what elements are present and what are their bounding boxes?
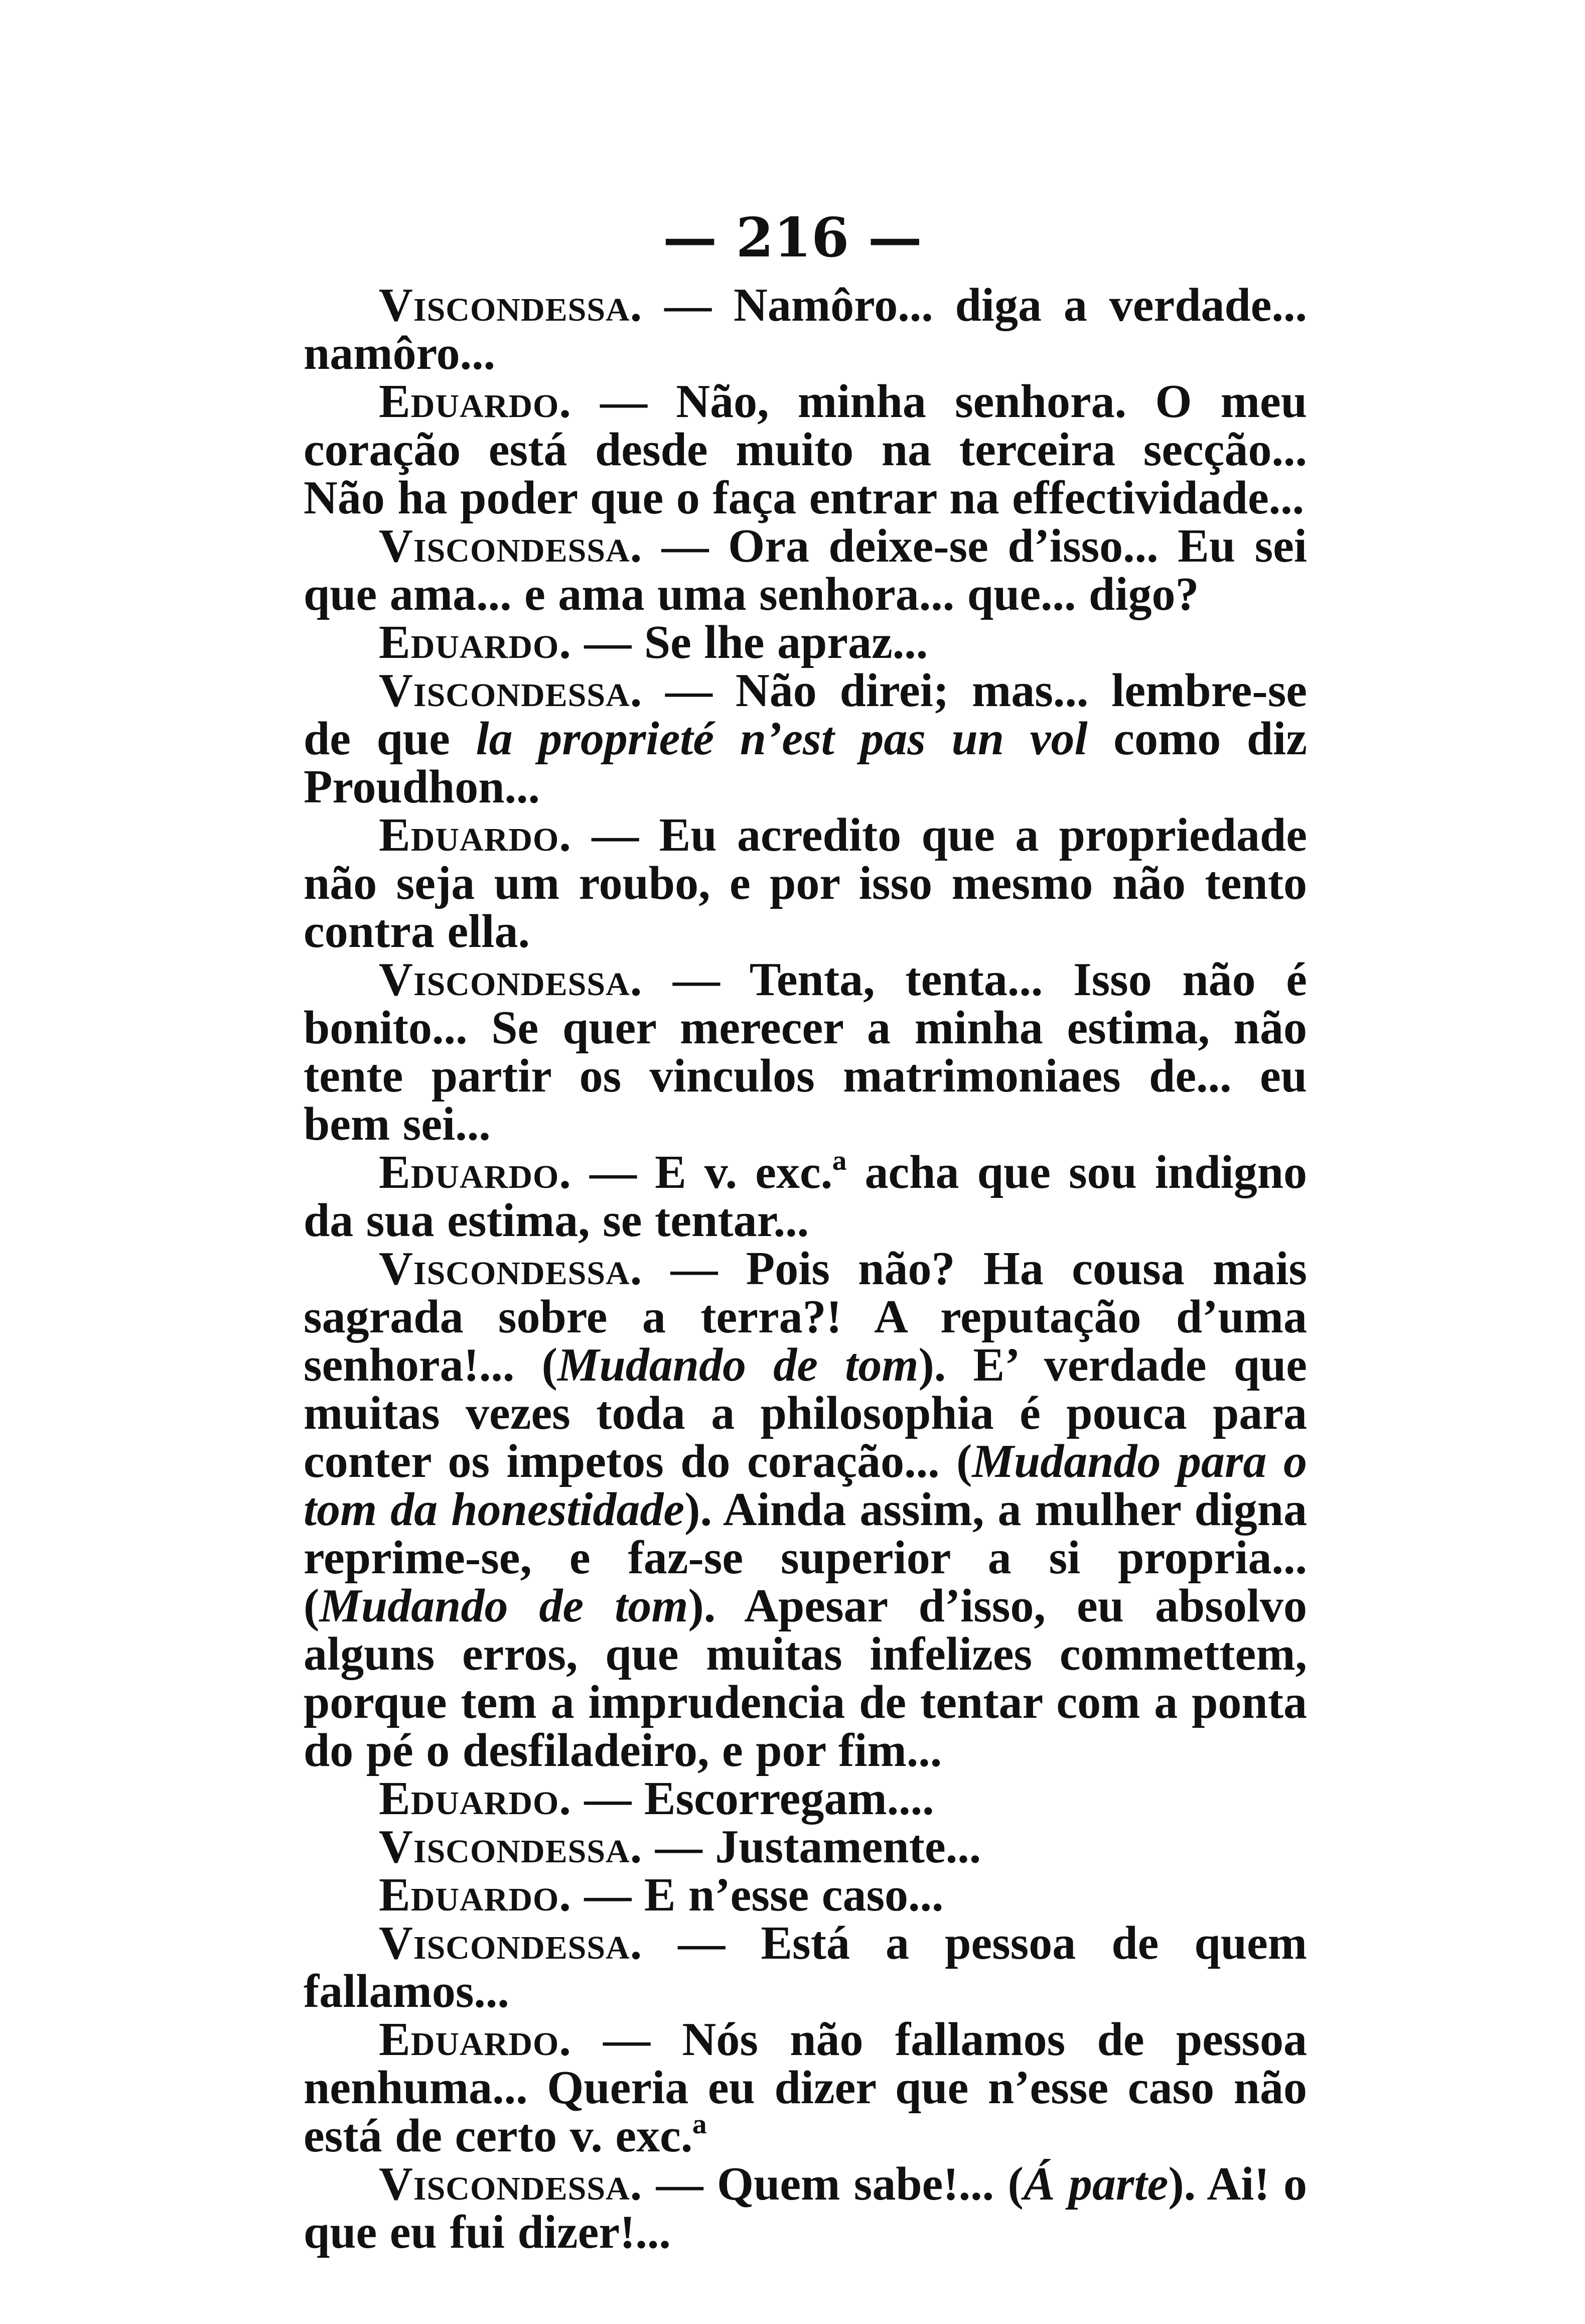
speech-text: Não, minha senhora. O meu coração está desde muito na terceira secção... Não ha poder que o faça entrar na effectividade... [304, 375, 1308, 524]
speech-paragraph [304, 666, 1307, 811]
speaker-name: Viscondessa. [379, 1917, 643, 1969]
speaker-name: Viscondessa. [379, 664, 643, 717]
stage-direction: Mudando de tom [557, 1339, 919, 1391]
speech-paragraph [304, 1871, 1307, 1919]
speech-text: como diz Proudhon... [304, 713, 1308, 813]
speech-text: Escorregam.... [644, 1772, 934, 1825]
speech-paragraph [304, 281, 1307, 377]
speaker-name: Viscondessa. [379, 953, 643, 1006]
speech-paragraph [304, 955, 1307, 1148]
speech-text: ). E’ verdade que muitas vezes toda a philosophia é pouca para conter os impetos do coração... ( [304, 1339, 1308, 1487]
em-dash: — [642, 2158, 717, 2210]
em-dash: — [642, 664, 736, 717]
speech-text: Ora deixe-se d’isso... Eu sei que ama... e ama uma senhora... que... digo? [304, 520, 1307, 620]
speech-text: Tenta, tenta... Isso não é bonito... Se quer merecer a minha estima, não tente partir os vinculos matrimoniaes de... eu bem sei... [304, 953, 1307, 1150]
speaker-name: Eduardo. [379, 1772, 571, 1825]
em-dash: — [642, 1917, 761, 1969]
speaker-name: Viscondessa. [379, 1243, 643, 1295]
speech-paragraph [304, 522, 1307, 618]
stage-direction: Á parte [1023, 2158, 1169, 2210]
speech-text: ). Ai! o que eu fui dizer!... [304, 2158, 1308, 2258]
speaker-name: Viscondessa. [379, 2158, 643, 2210]
stage-direction: la proprieté n’est pas un vol [476, 713, 1088, 765]
em-dash: — [571, 809, 659, 861]
em-dash: — [571, 375, 676, 428]
em-dash: — [642, 1821, 715, 1873]
speech-text: Não direi; mas... lembre-se de que [304, 664, 1307, 765]
speech-paragraph [304, 1774, 1307, 1823]
em-dash: — [642, 1243, 746, 1295]
speaker-name: Viscondessa. [379, 279, 643, 331]
speech-text: Namôro... diga a verdade... namôro... [304, 279, 1308, 379]
speaker-name: Eduardo. [379, 2013, 571, 2066]
speech-paragraph [304, 809, 1307, 958]
speaker-name: Eduardo. [379, 1146, 571, 1198]
speech-text: ). Apesar d’isso, eu absolvo alguns erros, que muitas infelizes commettem, porque tem a imprudencia de tentar com a ponta do pé o desfiladeiro, e por fim... [304, 1580, 1307, 1776]
speech-paragraph [304, 1823, 1307, 1871]
em-dash: — [571, 1146, 655, 1198]
speech-text: Nós não fallamos de pessoa nenhuma... Queria eu dizer que n’esse caso não está de certo v. exc.ª [304, 2013, 1308, 2162]
speaker-name: Viscondessa. [379, 520, 643, 572]
em-dash: — [642, 279, 734, 331]
speech-text: Eu acredito que a propriedade não seja um roubo, e por isso mesmo não tento contra ella. [304, 809, 1307, 958]
speaker-name: Eduardo. [379, 1869, 571, 1921]
speech-paragraph [304, 377, 1307, 522]
speaker-name: Eduardo. [379, 809, 571, 861]
dialogue-text [304, 281, 1307, 2256]
speech-text: Está a pessoa de quem fallamos... [304, 1917, 1307, 2017]
em-dash: — [571, 1869, 644, 1921]
speaker-name: Viscondessa. [379, 1821, 643, 1873]
em-dash: — [571, 616, 644, 668]
speaker-name: Eduardo. [379, 375, 571, 428]
speech-paragraph [304, 1148, 1307, 1245]
page-number: — 216 — [663, 206, 922, 269]
em-dash: — [571, 2013, 682, 2066]
speech-paragraph [304, 1919, 1307, 2015]
speech-paragraph [304, 2015, 1307, 2160]
speech-paragraph [304, 2160, 1307, 2256]
em-dash: — [642, 520, 729, 572]
stage-direction: Mudando de tom [319, 1580, 688, 1632]
speech-text: Justamente... [715, 1821, 981, 1873]
speech-paragraph [304, 1245, 1307, 1774]
speech-text: E v. exc.ª acha que sou indigno da sua estima, se tentar... [304, 1146, 1308, 1247]
speech-text: Se lhe apraz... [644, 616, 928, 668]
em-dash: — [571, 1772, 644, 1825]
em-dash: — [642, 953, 750, 1006]
stage-direction: Mudando para o tom da honestidade [304, 1435, 1307, 1536]
speaker-name: Eduardo. [379, 616, 571, 668]
speech-text: Pois não? Ha cousa mais sagrada sobre a terra?! A reputação d’uma senhora!... ( [304, 1243, 1308, 1391]
speech-text: E n’esse caso... [644, 1869, 944, 1921]
speech-paragraph [304, 618, 1307, 666]
speech-text: Quem sabe!... ( [716, 2158, 1024, 2210]
speech-text: ). Ainda assim, a mulher digna reprime-se, e faz-se superior a si propria... ( [304, 1483, 1308, 1632]
